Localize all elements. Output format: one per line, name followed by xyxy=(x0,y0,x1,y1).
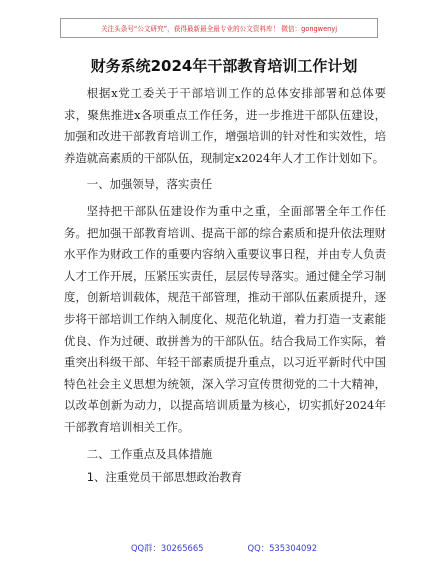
section-heading-1: 一、加强领导，落实责任 xyxy=(86,177,213,192)
page-footer xyxy=(0,542,448,554)
section-1-paragraph: 坚持把干部队伍建设作为重中之重，全面部署全年工作任务。把加强干部教育培训、提高干部的综合素质和提升依法理财水平作为财政工作的重要内容纳入重要议事日程，并由专人负责人才工作开展，压紧压实责任，层层传导落实。通过健全学习制度，创新培训载体，规范干部管理，推动干部队伍素质提升，逐步将干部培训工作纳入制度化、规范化轨道，着力打造一支素能优良、作为过硬、敢拼善为的干部队伍。结合我局工作实际，着重突出科级干部、年轻干部素质提升重点，以习近平新时代中国特色社会主义思想为统领，深入学习宣传贯彻党的二十大精神，以改革创新为动力，以提高培训质量为核心，切实抓好2024年干部教育培训相关工作。 xyxy=(64,203,386,434)
promo-banner xyxy=(60,18,378,38)
section-2-subheading-1: 1、注重党员干部思想政治教育 xyxy=(86,470,243,485)
promo-banner-text: 关注头条号“公文研究”，获得最新最全最专业的公文资料库！ 微信：gongwenyj xyxy=(100,25,338,33)
intro-paragraph: 根据x党工委关于干部培训工作的总体安排部署和总体要求，聚焦推进x各项重点工作任务，进一步推进干部队伍建设，加强和改进干部教育培训工作，增强培训的针对性和实效性，培养造就高素质的干部队伍，现制定x2024年人才工作计划如下。 xyxy=(64,86,386,165)
document-title: 财务系统2024年干部教育培训工作计划 xyxy=(90,57,358,75)
footer-qq-group: QQ群：30265665 xyxy=(130,543,204,553)
section-heading-2: 二、工作重点及具体措施 xyxy=(86,446,213,461)
document-body xyxy=(64,83,386,489)
footer-qq-contact: QQ：535304092 xyxy=(247,543,318,553)
